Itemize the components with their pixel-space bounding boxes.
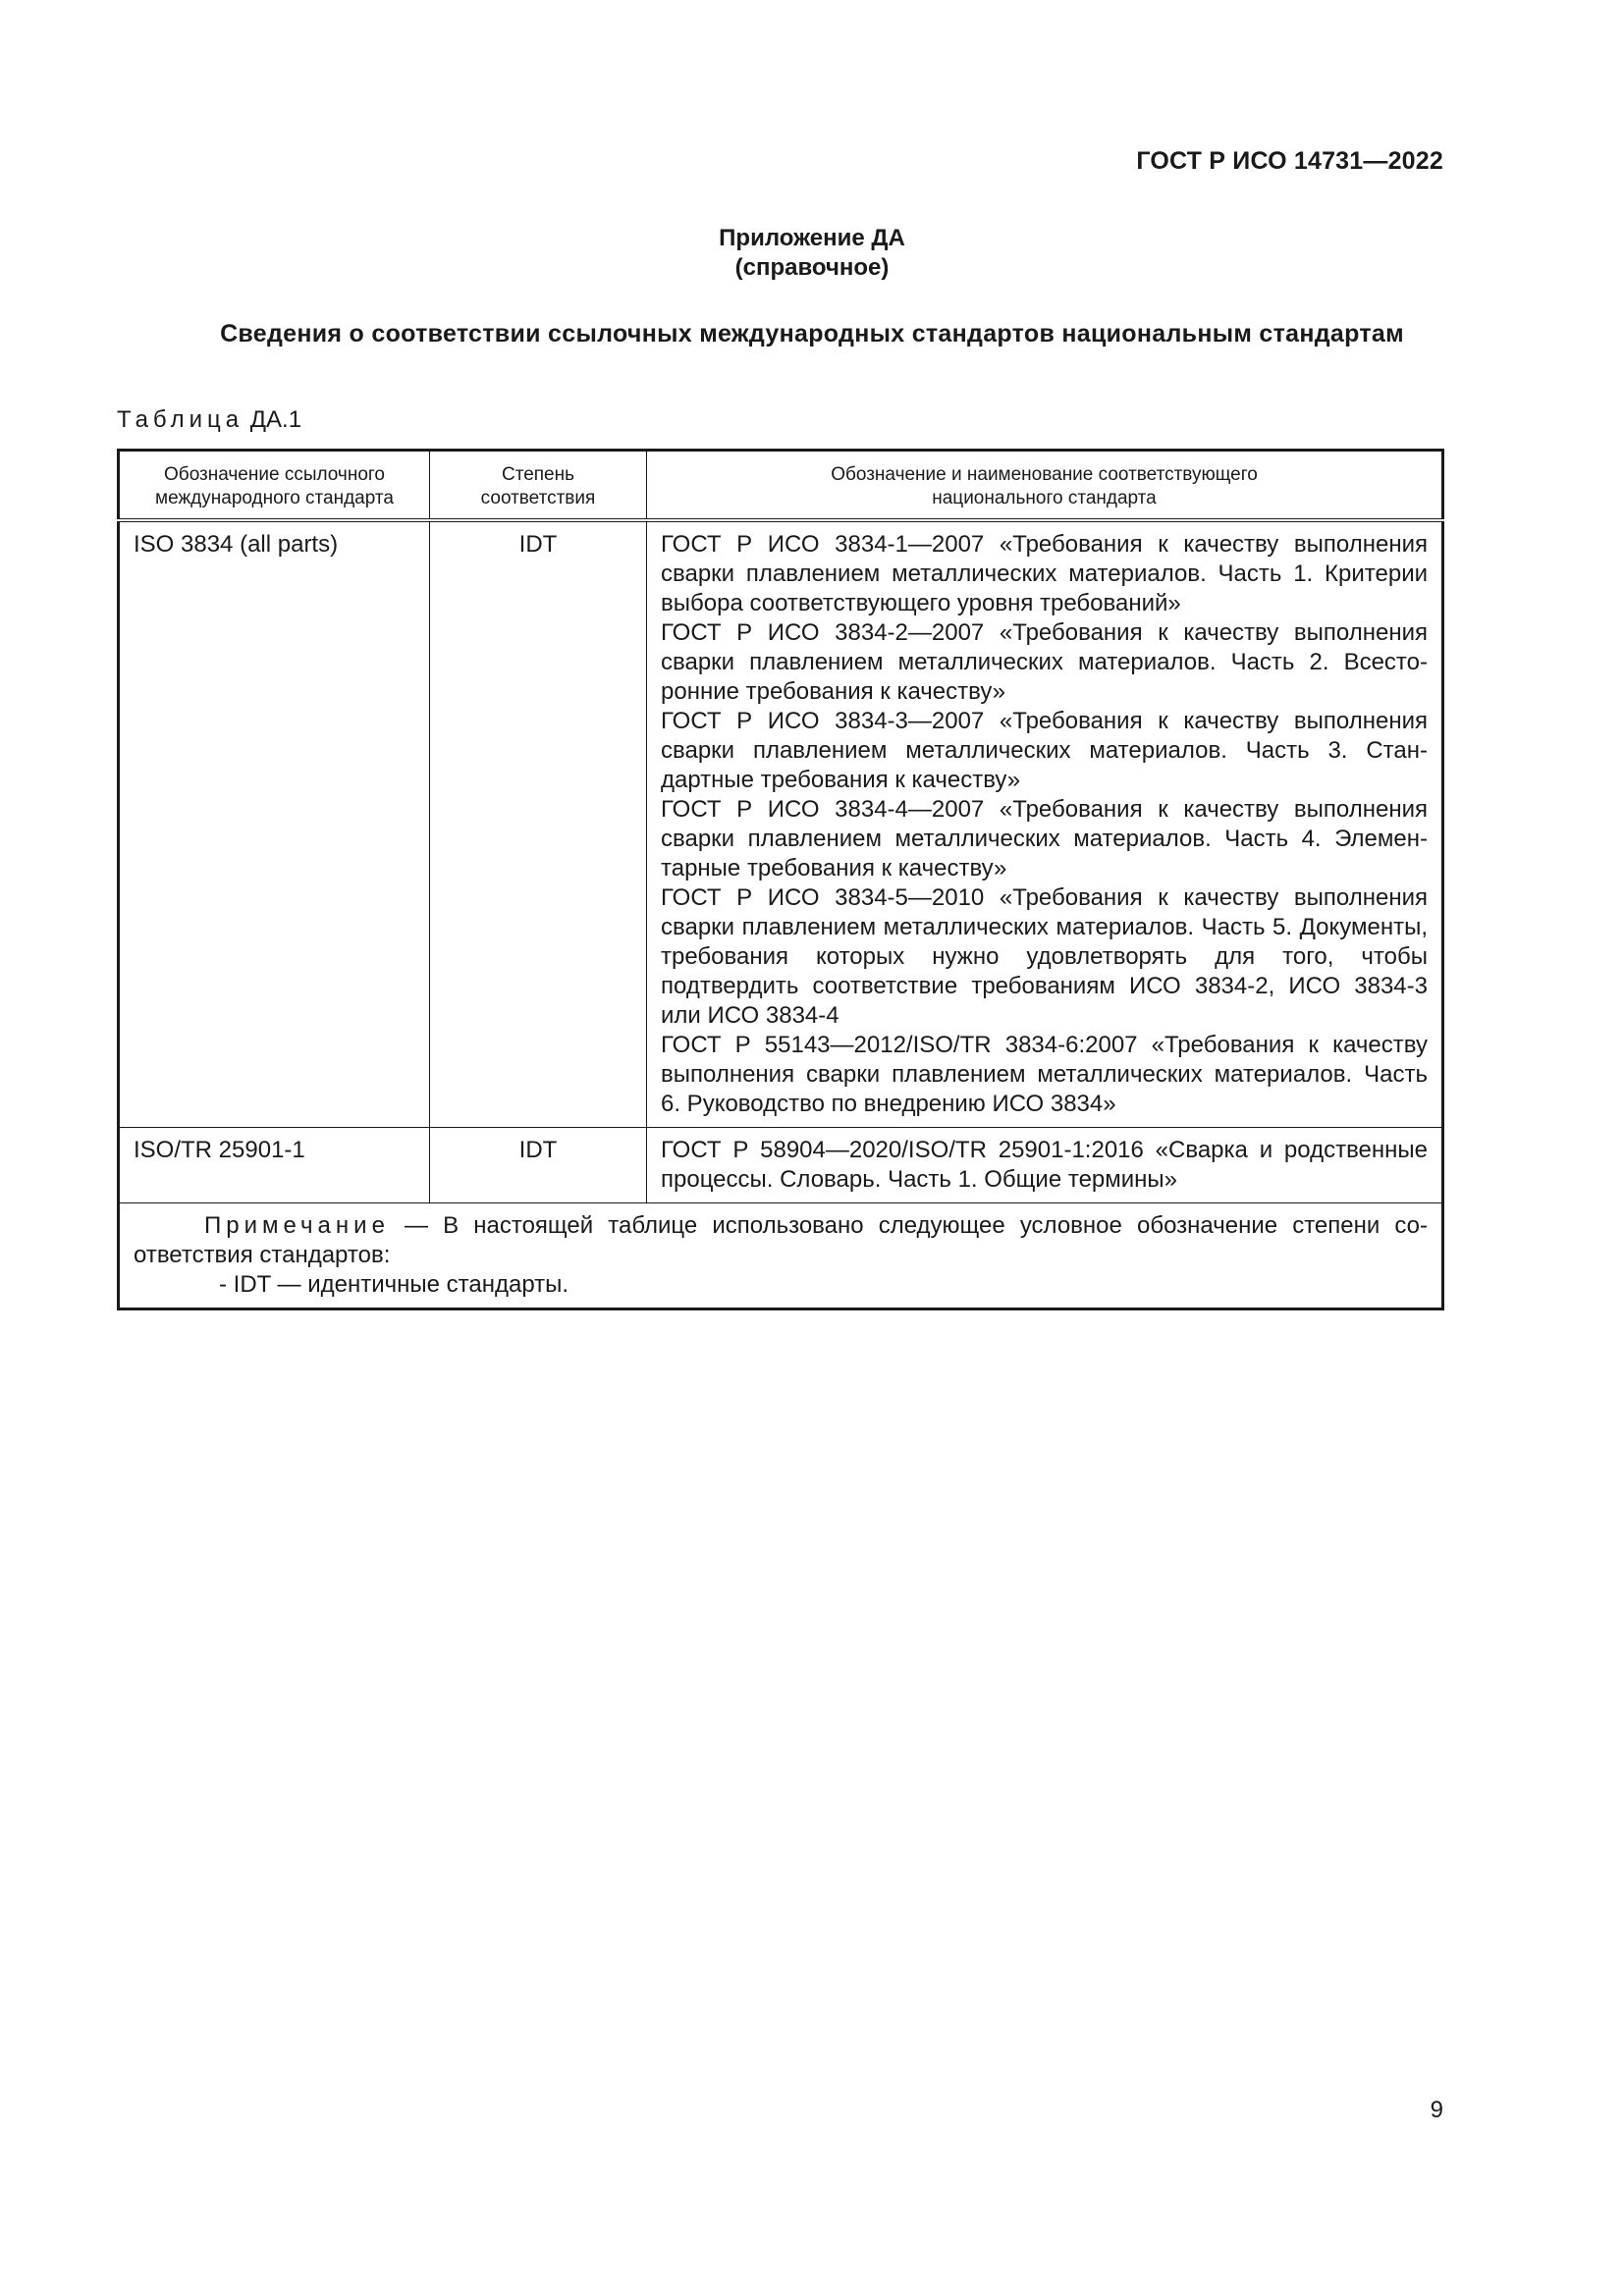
table-note-row <box>119 1203 1443 1309</box>
national-standard-entry: ГОСТ Р ИСО 3834-4—2007 «Требования к качеству выполнения сварки плавлением металлических материалов. Часть 4. Элементарные требования к качеству» <box>661 796 1428 881</box>
table-caption-number: ДА.1 <box>249 406 302 433</box>
table-row <box>119 520 1443 1128</box>
header-degree: Степень соответствия <box>430 451 647 521</box>
table-caption-word: Таблица <box>117 406 244 433</box>
section-title: Сведения о соответствии ссылочных международных стандартов национальным стандартам <box>220 320 1404 347</box>
table-header-row <box>119 451 1443 521</box>
table-row <box>119 1128 1443 1203</box>
cell-national-standards <box>647 520 1443 1128</box>
national-standard-entry: ГОСТ Р ИСО 3834-1—2007 «Требования к качеству выполнения сварки плавлением металлических материалов. Часть 1. Критерии выбора соответствующего уровня требований» <box>661 531 1428 616</box>
cell-reference: ISO 3834 (all parts) <box>119 520 430 1128</box>
national-standard-entry: ГОСТ Р 55143—2012/ISO/TR 3834-6:2007 «Требования к качеству выполнения сварки плавлением металлических материалов. Часть 6. Руководство по внедрению ИСО 3834» <box>661 1032 1428 1117</box>
annex-title: Приложение ДА <box>719 225 905 251</box>
note-label: Примечание <box>204 1212 390 1239</box>
page-number: 9 <box>1430 2097 1443 2123</box>
note-item: - IDT — идентичные стандарты. <box>219 1271 569 1298</box>
note-text: — В настоящей таблице использовано следующее условное обозначение степени соответствия стандартов: <box>134 1212 1428 1268</box>
header-national-standard: Обозначение и наименование соответствующего национального стандарта <box>647 451 1443 521</box>
table-caption <box>117 406 301 434</box>
annex-heading <box>0 224 1624 283</box>
national-standard-entry: ГОСТ Р ИСО 3834-5—2010 «Требования к качеству выполнения сварки плавлением металлических материалов. Часть 5. Документы, требования которых нужно удовлетворять для того, чтобы подтвердить соответствие требованиям ИСО 3834-2, ИСО 3834-3 или ИСО 3834-4 <box>661 884 1428 1029</box>
cell-degree: IDT <box>430 520 647 1128</box>
cell-reference: ISO/TR 25901-1 <box>119 1128 430 1203</box>
correspondence-table <box>117 449 1444 1310</box>
national-standard-entry: ГОСТ Р 58904—2020/ISO/TR 25901-1:2016 «Сварка и родственные процессы. Словарь. Часть 1. Общие термины» <box>661 1137 1428 1193</box>
table-note <box>119 1203 1443 1309</box>
national-standard-entry: ГОСТ Р ИСО 3834-2—2007 «Требования к качеству выполнения сварки плавлением металлических материалов. Часть 2. Всесторонние требования к качеству» <box>661 619 1428 705</box>
cell-national-standards <box>647 1128 1443 1203</box>
cell-degree: IDT <box>430 1128 647 1203</box>
annex-subtitle: (справочное) <box>734 254 890 281</box>
header-reference-standard: Обозначение ссылочного международного стандарта <box>119 451 430 521</box>
national-standard-entry: ГОСТ Р ИСО 3834-3—2007 «Требования к качеству выполнения сварки плавлением металлических материалов. Часть 3. Стандартные требования к качеству» <box>661 708 1428 793</box>
document-code: ГОСТ Р ИСО 14731—2022 <box>1136 147 1443 175</box>
